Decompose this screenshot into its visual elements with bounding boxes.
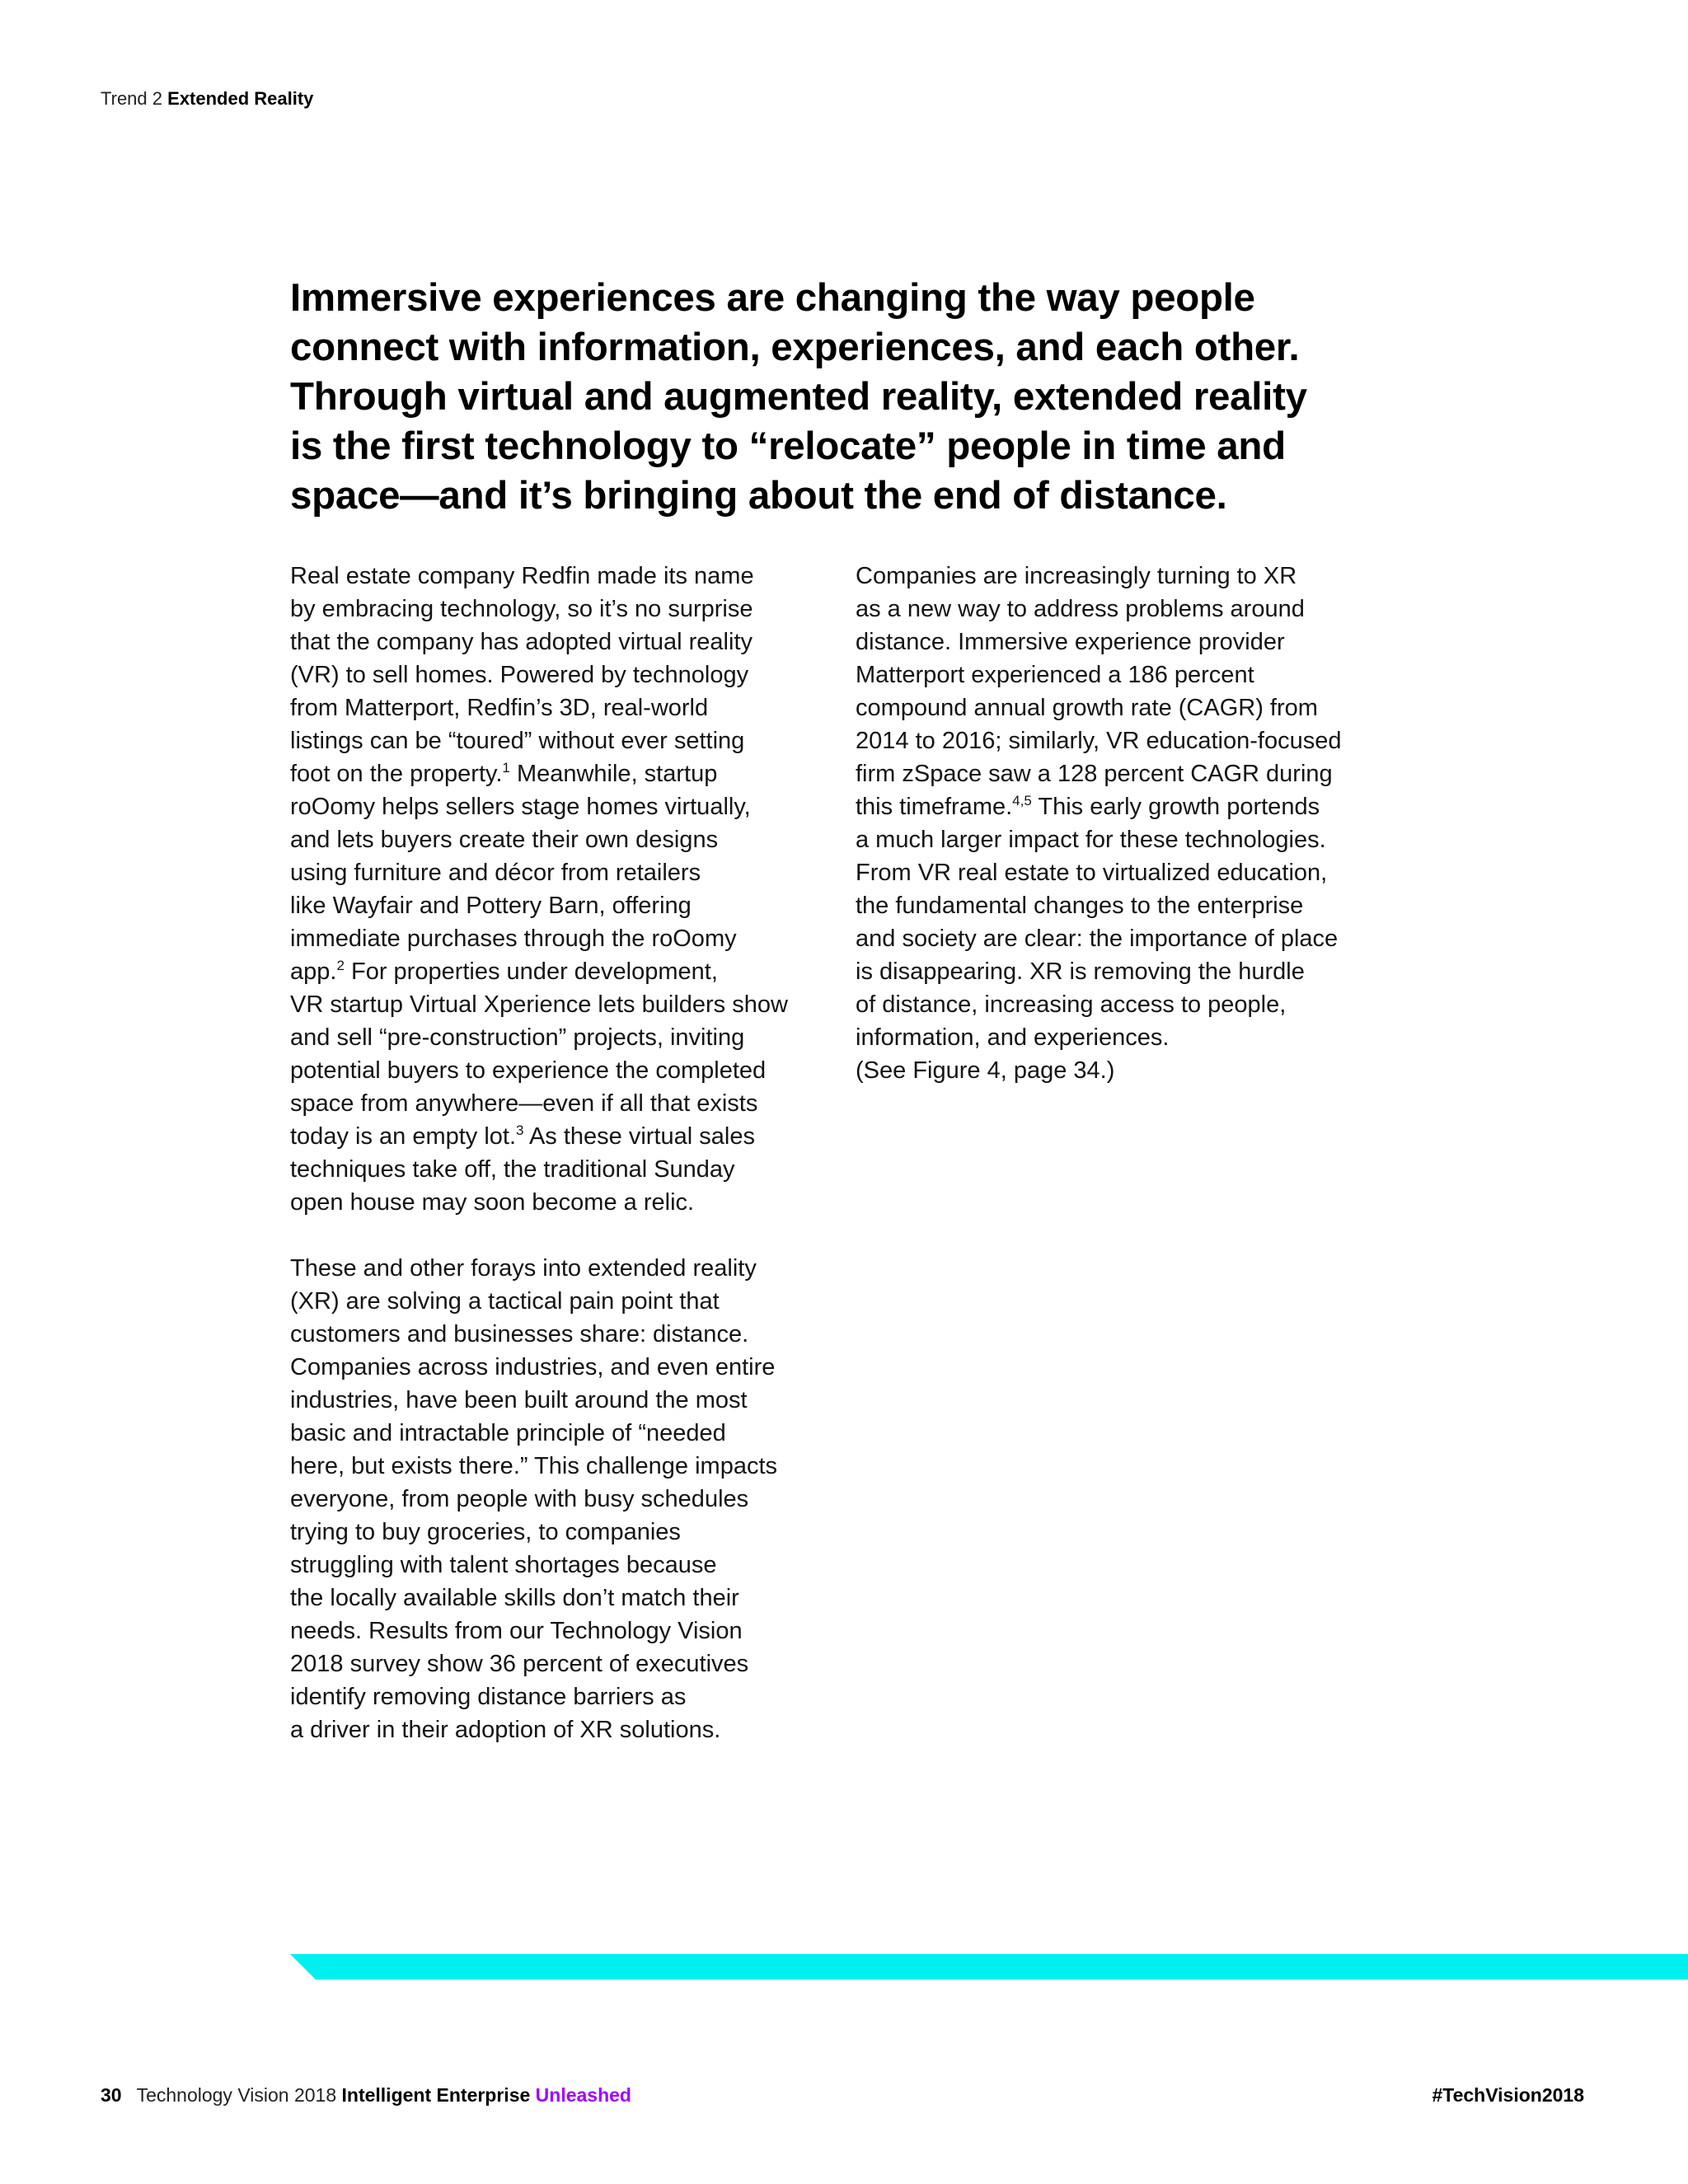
footnote-marker: 3 — [516, 1122, 524, 1138]
text-line: From VR real estate to virtualized education, — [856, 860, 1328, 886]
text-line: as a new way to address problems around — [856, 596, 1305, 622]
text-line: (See Figure 4, page 34.) — [856, 1057, 1115, 1084]
text-line: everyone, from people with busy schedules — [290, 1486, 749, 1512]
text-segment: As these virtual sales — [528, 1123, 755, 1150]
text-line: and lets buyers create their own designs — [290, 827, 719, 853]
publication-subtitle: Intelligent Enterprise — [341, 2084, 531, 2106]
text-line: 2018 survey show 36 percent of executives — [290, 1651, 749, 1677]
footer-left — [101, 2082, 631, 2108]
text-line: trying to buy groceries, to companies — [290, 1519, 681, 1545]
text-line: Real estate company Redfin made its name — [290, 563, 754, 589]
text-line: struggling with talent shortages because — [290, 1552, 717, 1578]
headline-line: space—and it’s bringing about the end of distance. — [290, 474, 1227, 518]
text-line: Matterport experienced a 186 percent — [856, 662, 1254, 688]
text-line: space from anywhere—even if all that exists — [290, 1090, 758, 1117]
text-line: of distance, increasing access to people, — [856, 991, 1287, 1018]
text-line: VR startup Virtual Xperience lets builders show — [290, 991, 788, 1018]
accent-bar — [290, 1954, 1688, 1980]
text-line: using furniture and décor from retailers — [290, 860, 701, 886]
text-line: Companies across industries, and even entire — [290, 1354, 776, 1380]
headline-line: is the first technology to “relocate” people in time and — [290, 424, 1286, 468]
page-number: 30 — [101, 2084, 122, 2106]
headline — [290, 274, 1444, 521]
body-paragraph — [290, 560, 842, 1219]
text-line: potential buyers to experience the completed — [290, 1057, 767, 1084]
text-line: here, but exists there.” This challenge impacts — [290, 1453, 778, 1479]
text-segment: foot on the property. — [290, 761, 503, 787]
body-paragraph — [856, 560, 1432, 1087]
text-line: like Wayfair and Pottery Barn, offering — [290, 893, 692, 919]
body-paragraph — [290, 1252, 842, 1746]
text-segment: this timeframe. — [856, 794, 1013, 820]
text-line: firm zSpace saw a 128 percent CAGR during — [856, 761, 1333, 787]
text-line: compound annual growth rate (CAGR) from — [856, 695, 1318, 721]
headline-line: Immersive experiences are changing the way people — [290, 276, 1255, 320]
text-line: Companies are increasingly turning to XR — [856, 563, 1297, 589]
text-line — [290, 757, 842, 790]
footnote-marker: 2 — [336, 958, 345, 973]
text-line: 2014 to 2016; similarly, VR education-focused — [856, 728, 1342, 754]
footnote-marker: 1 — [502, 760, 510, 776]
text-line: that the company has adopted virtual reality — [290, 629, 753, 655]
text-line: customers and businesses share: distance. — [290, 1321, 749, 1347]
text-line: from Matterport, Redfin’s 3D, real-world — [290, 695, 709, 721]
text-line: the fundamental changes to the enterprise — [856, 893, 1304, 919]
text-line: identify removing distance barriers as — [290, 1684, 687, 1710]
footnote-marker: 4,5 — [1012, 793, 1032, 808]
text-line: open house may soon become a relic. — [290, 1189, 695, 1216]
text-line: distance. Immersive experience provider — [856, 629, 1285, 655]
hashtag: #TechVision2018 — [1432, 2084, 1584, 2106]
text-line: listings can be “toured” without ever setting — [290, 728, 745, 754]
text-line: and sell “pre-construction” projects, inviting — [290, 1024, 745, 1051]
text-line — [290, 1120, 842, 1153]
text-line: These and other forays into extended reality — [290, 1255, 757, 1282]
text-line: (VR) to sell homes. Powered by technology — [290, 662, 749, 688]
text-line: roOomy helps sellers stage homes virtually, — [290, 794, 751, 820]
publication-subtitle-accent: Unleashed — [535, 2084, 631, 2106]
text-line: immediate purchases through the roOomy — [290, 926, 737, 952]
text-line — [290, 955, 842, 988]
text-line: (XR) are solving a tactical pain point that — [290, 1288, 720, 1315]
text-line: by embracing technology, so it’s no surprise — [290, 596, 753, 622]
text-line — [856, 790, 1432, 823]
text-segment: This early growth portends — [1038, 794, 1320, 820]
publication-title: Technology Vision 2018 — [136, 2084, 337, 2106]
text-line: a much larger impact for these technologies. — [856, 827, 1326, 853]
text-line: and society are clear: the importance of place — [856, 926, 1339, 952]
text-line: basic and intractable principle of “needed — [290, 1420, 726, 1446]
text-line: information, and experiences. — [856, 1024, 1170, 1051]
left-column — [290, 560, 842, 1746]
headline-line: Through virtual and augmented reality, extended reality — [290, 375, 1307, 419]
trend-number: Trend 2 — [101, 88, 163, 109]
trend-title: Extended Reality — [167, 88, 314, 109]
text-segment: For properties under development, — [350, 958, 718, 985]
right-column — [856, 560, 1432, 1087]
text-segment: today is an empty lot. — [290, 1123, 517, 1150]
text-segment: app. — [290, 958, 337, 985]
text-line: is disappearing. XR is removing the hurdle — [856, 958, 1305, 985]
text-line: techniques take off, the traditional Sunday — [290, 1156, 735, 1183]
text-line: the locally available skills don’t match their — [290, 1585, 739, 1611]
text-line: a driver in their adoption of XR solutions. — [290, 1717, 721, 1743]
text-line: industries, have been built around the most — [290, 1387, 748, 1413]
text-segment: Meanwhile, startup — [516, 761, 718, 787]
section-header — [101, 86, 313, 112]
text-line: needs. Results from our Technology Vision — [290, 1618, 743, 1644]
headline-line: connect with information, experiences, and each other. — [290, 326, 1300, 369]
